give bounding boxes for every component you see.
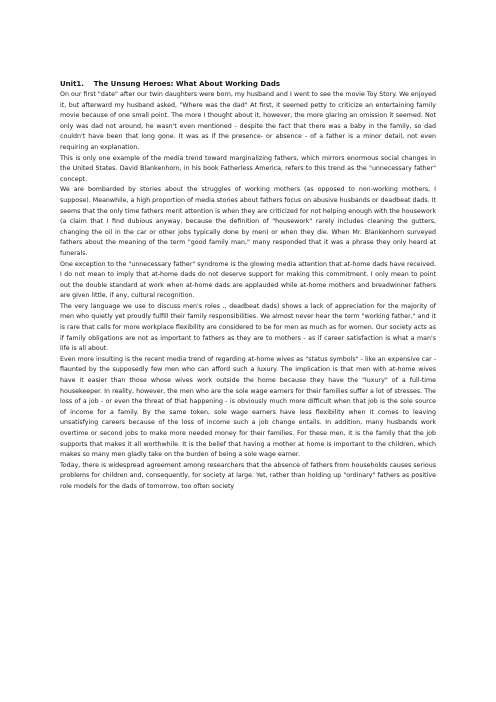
paragraph-5: The very language we use to discuss men's roles ., deadbeat dads) shows a lack of appreciation for the majority of men who quietly yet proudly fulfill their family responsibilities. We almost never hear the term "working father," and it is rare that calls for more workplace flexibility are considered to be for men as much as for women. Our society acts as if family obligations are not as important to fathers as they are to mothers - as if career satisfaction is what a man's life is all about. [60, 302, 436, 353]
document-content [60, 80, 436, 493]
unit-title: The Unsung Heroes: What About Working Dads [93, 80, 281, 88]
paragraph-7: Today, there is widespread agreement among researchers that the absence of fathers from households causes serious problems for children and, consequently, for society at large. Yet, rather than holding up "ordinary" fathers as positive role models for the dads of tomorrow, too often society [60, 461, 436, 490]
unit-heading [60, 80, 436, 89]
unit-number: Unit1. [60, 80, 84, 88]
paragraph-1: On our first "date" after our twin daughters were born, my husband and I went to see the movie Toy Story. We enjoyed it, but afterward my husband asked, "Where was the dad" At first, it seemed petty to criticize an entertaining family movie because of one small point. The more I thought about it, however, the more glaring an omission it seemed. Not only was dad not around, he wasn't even mentioned - despite the fact that there was a baby in the family, so dad couldn't have been that long gone. It was as if the presence- or absence - of a father is a minor detail, not even requiring an explanation. [60, 91, 436, 151]
paragraph-3: We are bombarded by stories about the struggles of working mothers (as opposed to non-working mothers, I suppose). Meanwhile, a high proportion of media stories about fathers focus on abusive husbands or deadbeat dads. It seems that the only time fathers merit attention is when they are criticized for not helping enough with the housework (a claim that I find dubious anyway, because the definition of "housework" rarely includes cleaning the gutters, changing the oil in the car or other jobs typically done by men) or when they die. When Mr. Blankenhorn surveyed fathers about the meaning of the term "good family man," many responded that it was a phrase they only heard at funerals. [60, 186, 436, 257]
paragraph-4: One exception to the "unnecessary father" syndrome is the glowing media attention that at-home dads have received. I do not mean to imply that at-home dads do not deserve support for making this commitment. I only mean to point out the double standard at work when at-home dads are applauded while at-home mothers and breadwinner fathers are given little, if any, cultural recognition. [60, 260, 436, 300]
paragraph-6: Even more insulting is the recent media trend of regarding at-home wives as "status symbols" - like an expensive car - flaunted by the supposedly few men who can afford such a luxury. The implication is that men with at-home wives have it easier than those whose wives work outside the home because they have the "luxury" of a full-time housekeeper. In reality, however, the men who are the sole wage earners for their families suffer a lot of stresses. The loss of a job - or even the threat of that happening - is obviously much more difficult when that job is the sole source of income for a family. By the same token, sole wage earners have less flexibility when it comes to leaving unsatisfying careers because of the loss of income such a job change entails. In addition, many husbands work overtime or second jobs to make more needed money for their families. For these men, it is the family that the job supports that makes it all worthwhile. It is the belief that having a mother at home is important to the children, which makes so many men gladly take on the burden of being a sole wage earner. [60, 355, 436, 459]
paragraph-2: This is only one example of the media trend toward marginalizing fathers, which mirrors enormous social changes in the United States. David Blankenhorn, in his book Fatherless America, refers to this trend as the "unnecessary father" concept. [60, 154, 436, 183]
